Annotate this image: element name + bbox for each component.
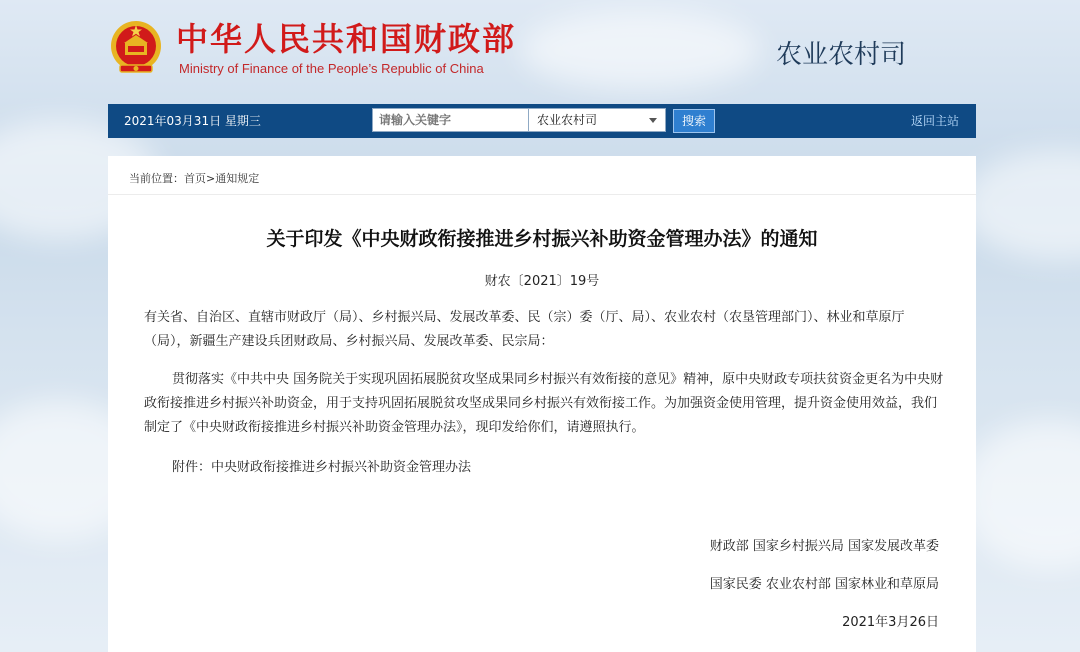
document-number: 财农〔2021〕19号: [484, 274, 600, 289]
breadcrumb: [129, 170, 259, 186]
breadcrumb-divider: [108, 194, 976, 195]
department-select-value: 农业农村司: [537, 113, 598, 127]
document-addressees: 有关省、自治区、直辖市财政厅（局）、乡村振兴局、发展改革委、民（宗）委（厅、局）、农业农村（农垦管理部门）、林业和草原厅（局），新疆生产建设兵团财政局、乡村振兴局、发展改革委、民宗局：: [144, 310, 905, 349]
breadcrumb-separator: >: [206, 172, 216, 185]
background-cloud: [960, 150, 1080, 260]
return-home-link[interactable]: 返回主站: [910, 114, 959, 128]
search-input[interactable]: [372, 108, 531, 132]
breadcrumb-prefix: 当前位置：: [129, 172, 184, 185]
document-body: 贯彻落实《中共中央 国务院关于实现巩固拓展脱贫攻坚成果同乡村振兴有效衔接的意见》精神，原中央财政专项扶贫资金更名为中央财政衔接推进乡村振兴补助资金，用于支持巩固拓展脱贫攻坚成果同乡村振兴有效衔接工作。为加强资金使用管理，提升资金使用效益，我们制定了《中央财政衔接推进乡村振兴补助资金管理办法》，现印发给你们，请遵照执行。: [144, 372, 944, 435]
department-title: 农业农村司: [776, 40, 907, 70]
department-select[interactable]: [528, 108, 666, 132]
ministry-en-title: Ministry of Finance of the People’s Republic of China: [179, 61, 484, 76]
signature-line-2: 国家民委 农业农村部 国家林业和草原局: [709, 577, 939, 592]
national-emblem-icon[interactable]: [108, 19, 164, 77]
ministry-cn-title: 中华人民共和国财政部: [176, 20, 517, 58]
search-button[interactable]: 搜索: [673, 109, 715, 133]
signature-date: 2021年3月26日: [842, 615, 939, 630]
content-panel: [108, 156, 976, 652]
breadcrumb-home-link[interactable]: 首页: [184, 172, 206, 185]
chevron-down-icon: [649, 118, 657, 123]
document-title: 关于印发《中央财政衔接推进乡村振兴补助资金管理办法》的通知: [266, 228, 818, 250]
top-nav-bar: [108, 104, 976, 138]
document-attachment: 附件：中央财政衔接推进乡村振兴补助资金管理办法: [172, 460, 472, 475]
background-cloud: [960, 420, 1080, 570]
breadcrumb-current-link[interactable]: 通知规定: [215, 172, 260, 185]
current-date: 2021年03月31日 星期三: [124, 114, 261, 128]
signature-line-1: 财政部 国家乡村振兴局 国家发展改革委: [709, 539, 939, 554]
background-cloud: [520, 10, 760, 90]
